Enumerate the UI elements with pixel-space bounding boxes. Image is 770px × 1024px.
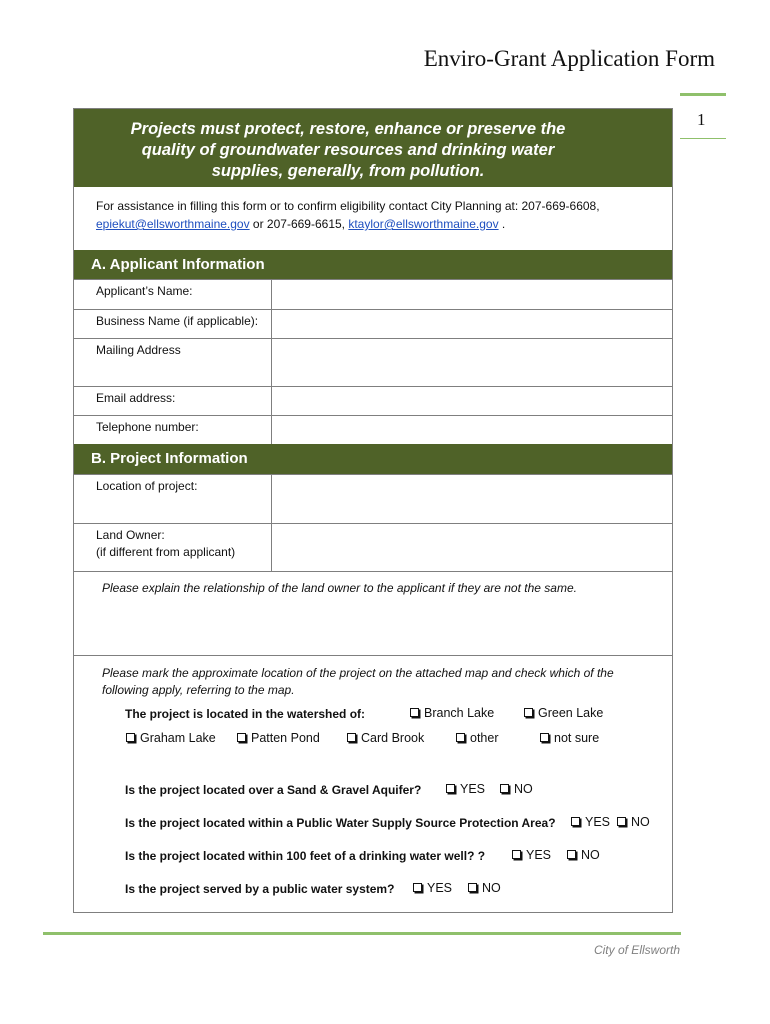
public-system-yes-option[interactable] [413, 881, 452, 895]
aquifer-no-option[interactable] [500, 782, 533, 796]
question-protection-area: Is the project located within a Public Water Supply Source Protection Area? [125, 816, 556, 830]
footer-city: City of Ellsworth [593, 943, 680, 957]
watershed-option-other[interactable] [456, 731, 499, 745]
checkbox-icon[interactable] [456, 733, 465, 742]
telephone-label: Telephone number: [74, 416, 272, 444]
checkbox-icon[interactable] [571, 817, 580, 826]
assistance-phone-2: or 207-669-6615, [249, 217, 349, 231]
watershed-option-card-brook[interactable] [347, 731, 424, 745]
land-owner-field[interactable] [272, 524, 672, 571]
relationship-note: Please explain the relationship of the land owner to the applicant if they are not the same. [102, 581, 577, 595]
land-owner-row [74, 523, 672, 572]
well-no-option[interactable] [567, 848, 600, 862]
application-form [73, 108, 673, 913]
watershed-label: The project is located in the watershed of: [125, 707, 366, 721]
banner-line: Projects must protect, restore, enhance or preserve the [130, 120, 566, 138]
mailing-address-label: Mailing Address [74, 339, 272, 386]
no-label: NO [482, 881, 501, 895]
business-name-field[interactable] [272, 310, 672, 338]
project-location-row [74, 474, 672, 523]
checkbox-icon[interactable] [237, 733, 246, 742]
eligibility-banner [74, 109, 672, 187]
checkbox-icon[interactable] [446, 784, 455, 793]
option-label: not sure [554, 731, 600, 745]
option-label: other [470, 731, 499, 745]
watershed-option-green-lake[interactable] [524, 706, 603, 720]
business-name-row [74, 309, 672, 338]
applicant-name-field[interactable] [272, 280, 672, 309]
map-note-line1: Please mark the approximate location of the project on the attached map and check which of the [102, 666, 614, 680]
aquifer-yes-option[interactable] [446, 782, 485, 796]
telephone-row [74, 415, 672, 444]
question-well: Is the project located within 100 feet of a drinking water well? ? [125, 849, 486, 863]
page-header-title: Enviro-Grant Application Form [423, 46, 715, 71]
mailing-address-field[interactable] [272, 339, 672, 386]
watershed-option-patten-pond[interactable] [237, 731, 320, 745]
question-aquifer: Is the project located over a Sand & Gravel Aquifer? [125, 783, 422, 797]
option-label: Card Brook [361, 731, 425, 745]
assistance-intro: For assistance in filling this form or to confirm eligibility contact City Planning at: 207-669-6608, [96, 199, 600, 213]
checkbox-icon[interactable] [347, 733, 356, 742]
section-divider [74, 655, 672, 656]
section-b-header: B. Project Information [74, 444, 672, 474]
yes-label: YES [585, 815, 611, 829]
project-location-field[interactable] [272, 475, 672, 523]
checkbox-icon[interactable] [500, 784, 509, 793]
option-label: Patten Pond [251, 731, 320, 745]
option-label: Graham Lake [140, 731, 216, 745]
watershed-option-branch-lake[interactable] [410, 706, 494, 720]
map-note-line2: following apply, referring to the map. [102, 683, 295, 697]
checkbox-icon[interactable] [540, 733, 549, 742]
banner-line: quality of groundwater resources and drinking water [141, 141, 555, 159]
land-owner-label [74, 524, 272, 571]
email-row [74, 386, 672, 415]
yes-label: YES [427, 881, 453, 895]
mailing-address-row [74, 338, 672, 386]
footer-rule [43, 932, 681, 935]
relationship-answer-area[interactable] [74, 599, 672, 655]
banner-line: supplies, generally, from pollution. [211, 162, 485, 180]
header-accent-rule [680, 93, 726, 96]
checkbox-icon[interactable] [413, 883, 422, 892]
section-a-header: A. Applicant Information [74, 250, 672, 279]
yes-label: YES [460, 782, 486, 796]
page-number: 1 [697, 110, 706, 129]
no-label: NO [631, 815, 650, 829]
applicant-name-row [74, 279, 672, 309]
well-yes-option[interactable] [512, 848, 551, 862]
applicant-name-label: Applicant’s Name: [74, 280, 272, 309]
land-owner-label-line2: (if different from applicant) [96, 545, 236, 559]
public-system-no-option[interactable] [468, 881, 501, 895]
watershed-option-graham-lake[interactable] [126, 731, 216, 745]
email-link-ktaylor[interactable]: ktaylor@ellsworthmaine.gov [348, 217, 499, 231]
no-label: NO [581, 848, 600, 862]
checkbox-icon[interactable] [512, 850, 521, 859]
option-label: Branch Lake [424, 706, 495, 720]
watershed-option-not-sure[interactable] [540, 731, 599, 745]
email-link-epiekut[interactable]: epiekut@ellsworthmaine.gov [96, 217, 250, 231]
telephone-field[interactable] [272, 416, 672, 444]
checkbox-icon[interactable] [410, 708, 419, 717]
checkbox-icon[interactable] [617, 817, 626, 826]
land-owner-label-line1: Land Owner: [96, 528, 165, 542]
question-public-system: Is the project served by a public water system? [125, 882, 395, 896]
checkbox-icon[interactable] [126, 733, 135, 742]
no-label: NO [514, 782, 533, 796]
email-field[interactable] [272, 387, 672, 415]
page-number-rule [680, 138, 726, 139]
protection-area-no-option[interactable] [617, 815, 650, 829]
yes-label: YES [526, 848, 552, 862]
checkbox-icon[interactable] [524, 708, 533, 717]
option-label: Green Lake [538, 706, 604, 720]
map-note [102, 665, 662, 699]
email-label: Email address: [74, 387, 272, 415]
checkbox-icon[interactable] [567, 850, 576, 859]
assistance-text [96, 197, 666, 233]
assistance-end: . [498, 217, 506, 231]
checkbox-icon[interactable] [468, 883, 477, 892]
project-location-label: Location of project: [74, 475, 272, 523]
protection-area-yes-option[interactable] [571, 815, 610, 829]
business-name-label: Business Name (if applicable): [74, 310, 272, 338]
